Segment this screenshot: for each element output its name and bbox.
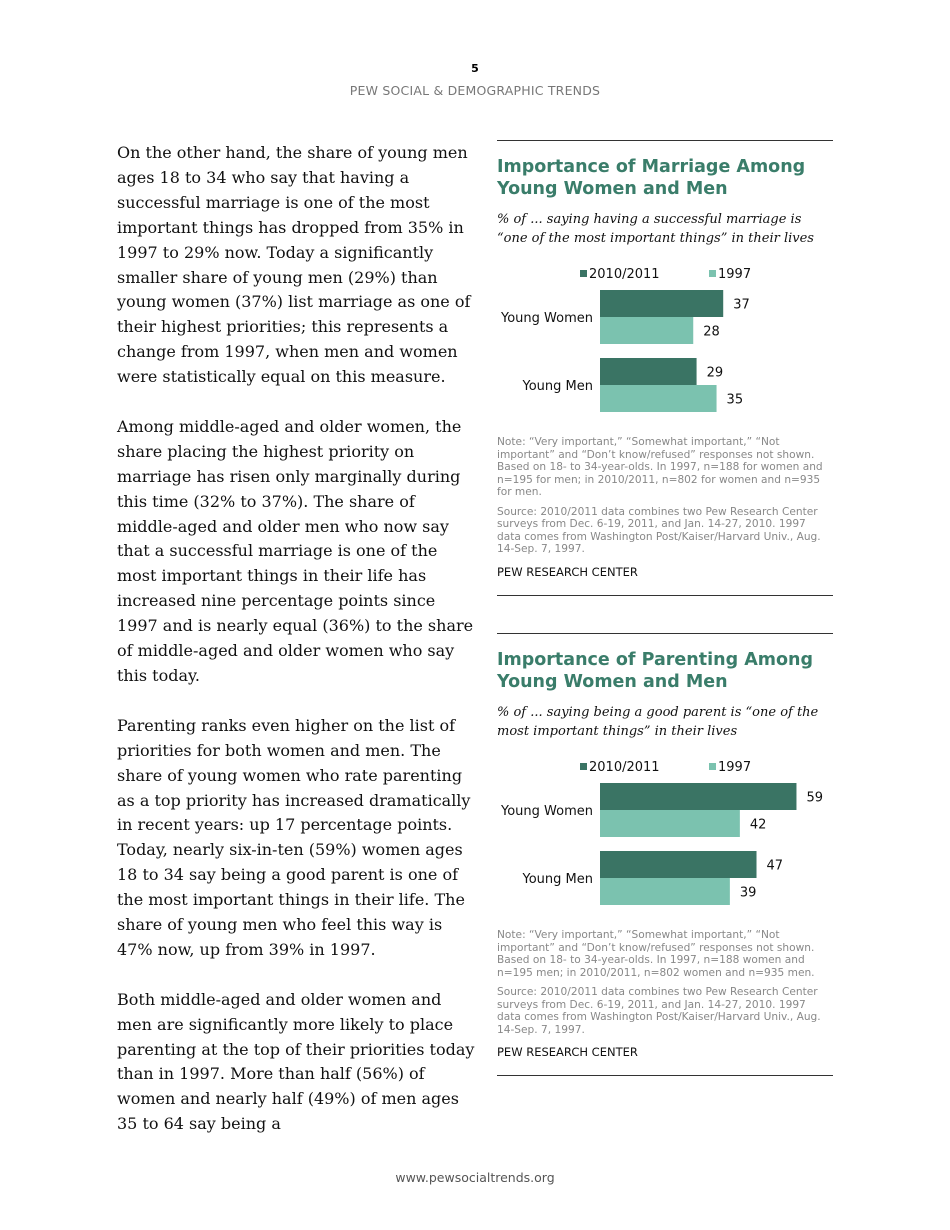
legend-label: 2010/2011 xyxy=(589,760,660,775)
bar xyxy=(600,317,693,344)
body-paragraph: Both middle-aged and older women and men are significantly more likely to place parenting at the top of their priorities today than in 1997. More than half (56%) of women and nearly half (49%) of men ages 35 to 64 say being a xyxy=(117,989,475,1134)
legend-label: 1997 xyxy=(718,267,752,282)
chart-title: Importance of Marriage Among Young Women and Men xyxy=(497,157,806,199)
data-label: 39 xyxy=(739,885,757,901)
chart-source: Source: 2010/2011 data combines two Pew Research Center surveys from Dec. 6-19, 2011, and Jan. 14-27, 2010. 1997 data comes from Washington Post/Kaiser/Harvard Univ., Aug. 14-Sep. 7, 1997. xyxy=(497,505,821,555)
bar xyxy=(600,385,717,412)
legend-swatch xyxy=(709,270,716,277)
category-label: Young Women xyxy=(501,311,593,326)
bar xyxy=(600,358,697,385)
category-label: Young Men xyxy=(522,379,593,394)
body-paragraph: On the other hand, the share of young men ages 18 to 34 who say that having a successful marriage is one of the most important things has dropped from 35% in 1997 to 29% now. Today a significantly smaller share of young men (29%) than young women (37%) list marriage as one of their highest priorities; this represents a change from 1997, when men and women were statistically equal on this measure. xyxy=(117,143,471,387)
bar xyxy=(600,851,757,878)
bar xyxy=(600,878,730,905)
chart-credit: PEW RESEARCH CENTER xyxy=(497,564,638,579)
data-label: 59 xyxy=(806,790,824,806)
body-paragraph: Parenting ranks even higher on the list of priorities for both women and men. The share of young women who rate parenting as a top priority has increased dramatically in recent years: up 17 percentage points. Today, nearly six-in-ten (59%) women ages 18 to 34 say being a good parent is one of the most important things in their life. The share of young men who feel this way is 47% now, up from 39% in 1997. xyxy=(117,715,471,959)
chart-source: Source: 2010/2011 data combines two Pew Research Center surveys from Dec. 6-19, 2011, and Jan. 14-27, 2010. 1997 data comes from Washington Post/Kaiser/Harvard Univ., Aug. 14-Sep. 7, 1997. xyxy=(497,986,821,1036)
data-label: 35 xyxy=(726,392,744,408)
body-paragraph: Among middle-aged and older women, the share placing the highest priority on marriage has risen only marginally during this time (32% to 37%). The share of middle-aged and older men who now say that a successful marriage is one of the most important things in their life has increased nine percentage points since 1997 and is nearly equal (36%) to the share of middle-aged and older women who say this today. xyxy=(117,416,474,686)
legend-swatch xyxy=(709,763,716,770)
footer-url: www.pewsocialtrends.org xyxy=(395,1170,555,1185)
legend-label: 2010/2011 xyxy=(589,267,660,282)
data-label: 37 xyxy=(733,297,750,313)
running-head: PEW SOCIAL & DEMOGRAPHIC TRENDS xyxy=(349,83,601,98)
bar xyxy=(600,290,723,317)
bar xyxy=(600,783,796,810)
chart-note: Note: “Very important,” “Somewhat important,” “Not important” and “Don’t know/refused” responses not shown. Based on 18- to 34-year-olds. In 1997, n=188 for women and n=195 for men; in 2010/2011, n=802 for women and n=935 for men. xyxy=(497,436,823,498)
parenting-bar-chart xyxy=(497,755,833,915)
marriage-chart-panel xyxy=(497,140,833,596)
marriage-bar-chart xyxy=(497,262,833,422)
data-label: 47 xyxy=(766,858,784,874)
category-label: Young Women xyxy=(501,804,593,819)
legend-swatch xyxy=(580,270,587,277)
legend-swatch xyxy=(580,763,587,770)
category-label: Young Men xyxy=(522,872,593,887)
data-label: 29 xyxy=(706,365,724,381)
chart-subtitle: % of ... saying having a successful marriage is “one of the most important things” in their lives xyxy=(497,212,814,246)
body-text-column xyxy=(117,141,479,1137)
bar xyxy=(600,810,740,837)
parenting-chart-panel xyxy=(497,633,833,1076)
legend-label: 1997 xyxy=(718,760,752,775)
data-label: 28 xyxy=(703,324,720,340)
data-label: 42 xyxy=(749,817,767,833)
chart-note: Note: “Very important,” “Somewhat important,” “Not important” and “Don’t know/refused” responses not shown. Based on 18- to 34-year-olds. In 1997, n=188 women and n=195 men; in 2010/2011, n=802 women and n=935 men. xyxy=(497,929,815,979)
chart-credit: PEW RESEARCH CENTER xyxy=(497,1045,638,1059)
chart-subtitle: % of ... saying being a good parent is “one of the most important things” in their lives xyxy=(497,705,819,739)
chart-title: Importance of Parenting Among Young Women and Men xyxy=(497,650,813,692)
page-number: 5 xyxy=(471,62,479,75)
